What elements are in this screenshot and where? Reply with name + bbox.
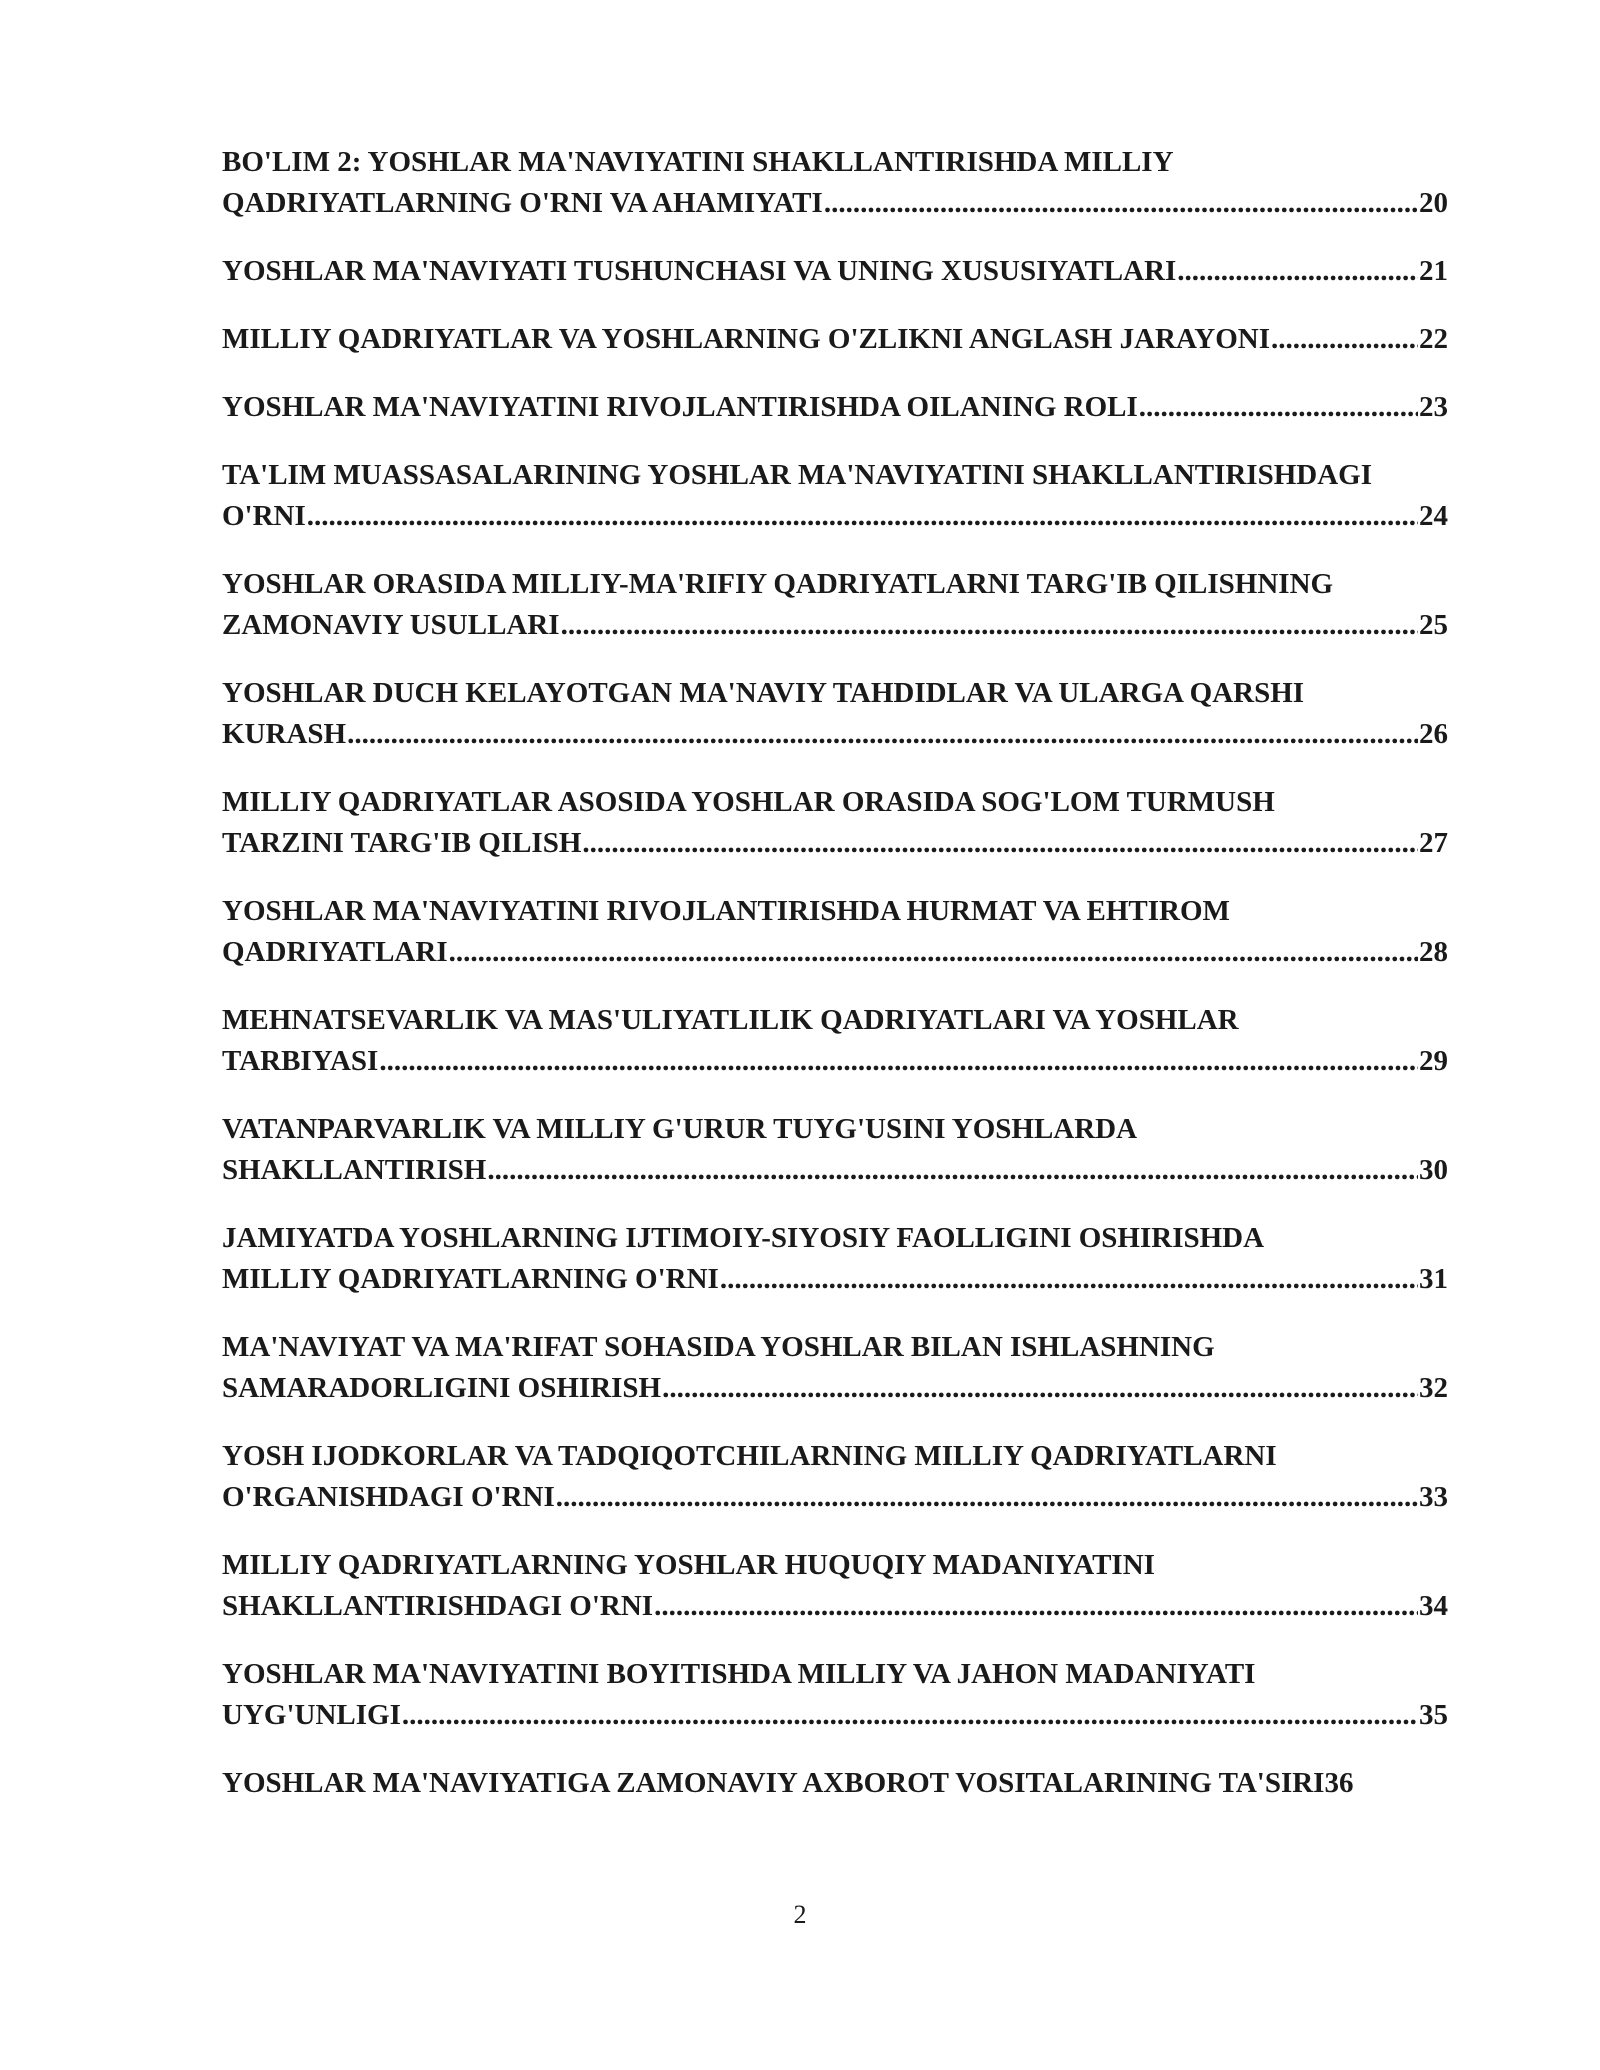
toc-entry-title: O'RNI	[222, 500, 306, 532]
dot-leader	[379, 1041, 1418, 1082]
toc-entry-title: QADRIYATLARI	[222, 936, 448, 968]
toc-entry-title: MEHNATSEVARLIK VA MAS'ULIYATLILIK QADRIYATLARI VA YOSHLAR	[222, 1004, 1239, 1036]
toc-entry-line	[222, 1654, 1448, 1695]
toc-entry[interactable]	[222, 782, 1470, 864]
toc-entry-title: UYG'UNLIGI	[222, 1699, 401, 1731]
toc-entry-line	[222, 1586, 1448, 1627]
toc-page-number: 28	[1419, 936, 1448, 968]
toc-entry-title: YOSHLAR ORASIDA MILLIY-MA'RIFIY QADRIYATLARNI TARG'IB QILISHNING	[222, 568, 1334, 600]
toc-entry-line	[222, 1259, 1448, 1300]
toc-entry-title: SHAKLLANTIRISH	[222, 1154, 487, 1186]
toc-entry-title: MILLIY QADRIYATLAR ASOSIDA YOSHLAR ORASIDA SOG'LOM TURMUSH	[222, 786, 1275, 818]
toc-entry-line	[222, 251, 1448, 292]
toc-entry-line	[222, 673, 1448, 714]
toc-entry-line	[222, 605, 1448, 646]
toc-entry-title: YOSHLAR MA'NAVIYATIGA ZAMONAVIY AXBOROT VOSITALARINING TA'SIRI36	[222, 1767, 1354, 1799]
toc-entry-line	[222, 142, 1448, 183]
toc-entry[interactable]	[222, 319, 1470, 360]
toc-page-number: 20	[1419, 187, 1448, 219]
toc-entry-title: YOSHLAR MA'NAVIYATINI RIVOJLANTIRISHDA OILANING ROLI	[222, 391, 1138, 423]
toc-entry-title: YOSHLAR DUCH KELAYOTGAN MA'NAVIY TAHDIDLAR VA ULARGA QARSHI	[222, 677, 1305, 709]
dot-leader	[561, 605, 1418, 646]
toc-entry-title: MILLIY QADRIYATLAR VA YOSHLARNING O'ZLIKNI ANGLASH JARAYONI	[222, 323, 1270, 355]
toc-entry-line	[222, 1545, 1448, 1586]
toc-page-number: 27	[1419, 827, 1448, 859]
toc-entry-line	[222, 1436, 1448, 1477]
toc-page-number: 26	[1419, 718, 1448, 750]
toc-entry-line	[222, 1477, 1448, 1518]
toc-entry-line	[222, 496, 1448, 537]
toc-entry-title: ZAMONAVIY USULLARI	[222, 609, 560, 641]
toc-page-number: 23	[1419, 391, 1448, 423]
toc-entry[interactable]	[222, 387, 1470, 428]
toc-entry-title: YOSHLAR MA'NAVIYATINI RIVOJLANTIRISHDA HURMAT VA EHTIROM	[222, 895, 1230, 927]
toc-entry-title: YOSHLAR MA'NAVIYATI TUSHUNCHASI VA UNING XUSUSIYATLARI	[222, 255, 1177, 287]
dot-leader	[402, 1695, 1418, 1736]
toc-entry-title: YOSHLAR MA'NAVIYATINI BOYITISHDA MILLIY VA JAHON MADANIYATI	[222, 1658, 1256, 1690]
dot-leader	[720, 1259, 1418, 1300]
toc-entry-line	[222, 1000, 1448, 1041]
dot-leader	[582, 823, 1418, 864]
toc-entry[interactable]	[222, 1218, 1470, 1300]
toc-entry[interactable]	[222, 1109, 1470, 1191]
toc-entry-line	[222, 714, 1448, 755]
toc-entry-line	[222, 1150, 1448, 1191]
toc-entry-title: SHAKLLANTIRISHDAGI O'RNI	[222, 1590, 654, 1622]
toc-page-number: 33	[1419, 1481, 1448, 1513]
dot-leader	[487, 1150, 1418, 1191]
toc-entry-line	[222, 891, 1448, 932]
page-number: 2	[793, 1900, 807, 1929]
toc-entry-title: KURASH	[222, 718, 347, 750]
toc-entry[interactable]	[222, 1654, 1470, 1736]
toc-entry-line	[222, 564, 1448, 605]
dot-leader	[556, 1477, 1418, 1518]
toc-entry-line	[222, 782, 1448, 823]
toc-entry[interactable]	[222, 891, 1470, 973]
toc-entry[interactable]	[222, 1763, 1470, 1804]
toc-entry-line	[222, 319, 1448, 360]
toc-entry[interactable]	[222, 1545, 1470, 1627]
dot-leader	[824, 183, 1418, 224]
dot-leader	[1139, 387, 1418, 428]
toc-entry-line	[222, 1218, 1448, 1259]
toc-entry-title: SAMARADORLIGINI OSHIRISH	[222, 1372, 662, 1404]
toc-entry-title: MILLIY QADRIYATLARNING YOSHLAR HUQUQIY MADANIYATINI	[222, 1549, 1155, 1581]
toc-page-number: 35	[1419, 1699, 1448, 1731]
toc-entry-title: YOSH IJODKORLAR VA TADQIQOTCHILARNING MILLIY QADRIYATLARNI	[222, 1440, 1277, 1472]
toc-entry[interactable]	[222, 673, 1470, 755]
dot-leader	[662, 1368, 1418, 1409]
toc-entry[interactable]	[222, 142, 1470, 224]
toc-entry-line	[222, 1109, 1448, 1150]
dot-leader	[654, 1586, 1418, 1627]
toc-entry-title: VATANPARVARLIK VA MILLIY G'URUR TUYG'USINI YOSHLARDA	[222, 1113, 1138, 1145]
toc-entry-line	[222, 823, 1448, 864]
toc-entry-title: MILLIY QADRIYATLARNING O'RNI	[222, 1263, 719, 1295]
toc-page-number: 22	[1419, 323, 1448, 355]
dot-leader	[1271, 319, 1418, 360]
toc-entry[interactable]	[222, 1000, 1470, 1082]
toc-page-number: 31	[1419, 1263, 1448, 1295]
toc-page-number: 25	[1419, 609, 1448, 641]
dot-leader	[307, 496, 1418, 537]
toc-entry-title: QADRIYATLARNING O'RNI VA AHAMIYATI	[222, 187, 823, 219]
toc-entry-title: O'RGANISHDAGI O'RNI	[222, 1481, 555, 1513]
toc-entry-line	[222, 1695, 1448, 1736]
dot-leader	[449, 932, 1418, 973]
toc-entry-title: JAMIYATDA YOSHLARNING IJTIMOIY-SIYOSIY FAOLLIGINI OSHIRISHDA	[222, 1222, 1265, 1254]
toc-entry-line	[222, 455, 1448, 496]
toc-entry-title: BO'LIM 2: YOSHLAR MA'NAVIYATINI SHAKLLANTIRISHDA MILLIY	[222, 146, 1174, 178]
toc-entry-title: TARBIYASI	[222, 1045, 379, 1077]
toc-entry-line	[222, 1041, 1448, 1082]
dot-leader	[347, 714, 1418, 755]
toc-entry-title: TARZINI TARG'IB QILISH	[222, 827, 582, 859]
toc-page-number: 30	[1419, 1154, 1448, 1186]
toc-page-number: 24	[1419, 500, 1448, 532]
toc-entry-line	[222, 1368, 1448, 1409]
toc-entry[interactable]	[222, 455, 1470, 537]
toc-entry[interactable]	[222, 1327, 1470, 1409]
dot-leader	[1177, 251, 1418, 292]
table-of-contents	[222, 142, 1470, 1831]
toc-page-number: 21	[1419, 255, 1448, 287]
toc-entry[interactable]	[222, 1436, 1470, 1518]
toc-entry-title: MA'NAVIYAT VA MA'RIFAT SOHASIDA YOSHLAR BILAN ISHLASHNING	[222, 1331, 1215, 1363]
toc-entry-title: TA'LIM MUASSASALARINING YOSHLAR MA'NAVIYATINI SHAKLLANTIRISHDAGI	[222, 459, 1373, 491]
toc-entry-line	[222, 183, 1448, 224]
toc-entry-line	[222, 1327, 1448, 1368]
toc-entry[interactable]	[222, 251, 1470, 292]
toc-page-number: 29	[1419, 1045, 1448, 1077]
toc-entry-line	[222, 387, 1448, 428]
toc-entry-line	[222, 1763, 1470, 1804]
toc-page-number: 32	[1419, 1372, 1448, 1404]
toc-entry[interactable]	[222, 564, 1470, 646]
toc-page-number: 34	[1419, 1590, 1448, 1622]
toc-entry-line	[222, 932, 1448, 973]
